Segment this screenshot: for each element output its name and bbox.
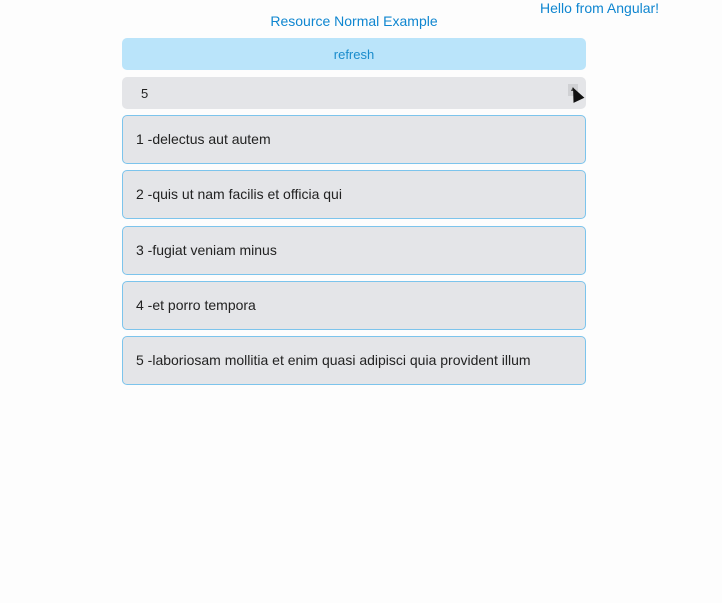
page-title: Resource Normal Example <box>270 13 438 29</box>
list-item: 4 -et porro tempora <box>122 281 586 330</box>
count-field <box>122 77 586 109</box>
list-item: 3 -fugiat veniam minus <box>122 226 586 275</box>
number-spinner[interactable]: ▲ <box>568 84 578 96</box>
refresh-button[interactable]: refresh <box>122 38 586 70</box>
count-input[interactable] <box>122 77 581 109</box>
item-list <box>122 115 586 391</box>
greeting-text: Hello from Angular! <box>540 0 660 16</box>
list-item: 2 -quis ut nam facilis et officia qui <box>122 170 586 219</box>
list-item: 5 -laboriosam mollitia et enim quasi adipisci quia provident illum <box>122 336 586 385</box>
list-item: 1 -delectus aut autem <box>122 115 586 164</box>
